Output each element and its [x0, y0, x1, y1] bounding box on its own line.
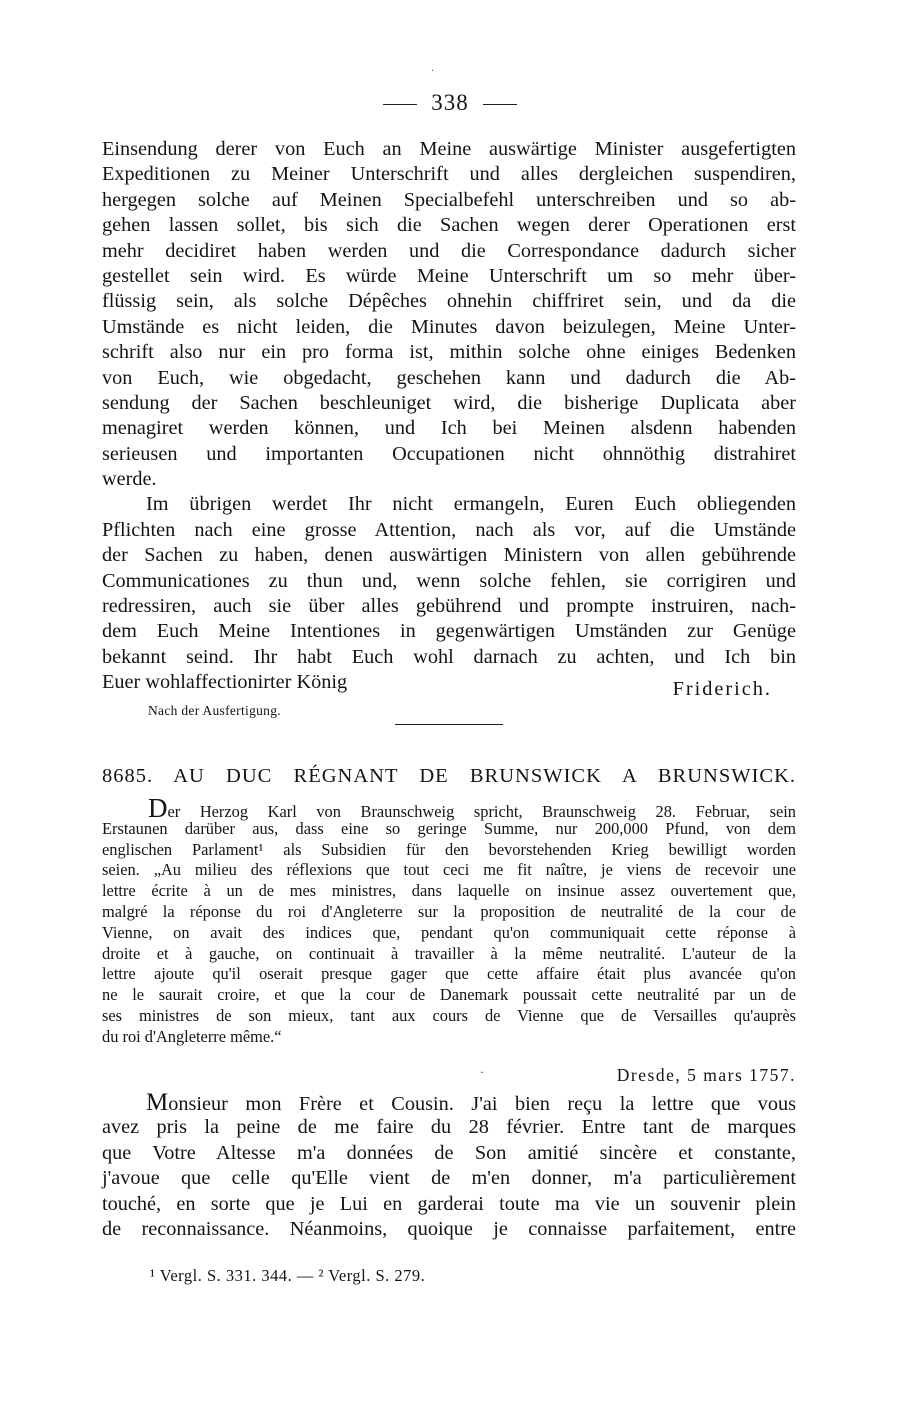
page-number-dash-right — [483, 104, 517, 105]
text-line: menagiret werden können, und Ich bei Meinen alsdenn habenden — [102, 417, 796, 440]
summary-line — [102, 793, 796, 823]
text-line: serieusen und importanten Occupationen nicht ohnnöthig distrahiret — [102, 442, 796, 465]
text-line: schrift also nur ein pro forma ist, mithin solche ohne einiges Bedenken — [102, 341, 796, 364]
body-line-text: onsieur mon Frère et Cousin. J'ai bien reçu la lettre que vous — [168, 1093, 796, 1115]
text-line: gestellet sein wird. Es würde Meine Unterschrift um so mehr über- — [102, 264, 796, 287]
text-line: que Votre Altesse m'a données de Son amitié sincère et constante, — [102, 1141, 796, 1164]
dateline: · Dresde, 5 mars 1757. — [480, 1065, 796, 1085]
letter-2-heading: 8685. AU DUC RÉGNANT DE BRUNSWICK A BRUNSWICK. — [102, 765, 796, 787]
text-line: werde. — [102, 468, 157, 491]
text-line: der Sachen zu haben, denen auswärtigen Ministern von allen gebührende — [102, 544, 796, 567]
text-line: Im übrigen werdet Ihr nicht ermangeln, Euren Euch obliegenden — [146, 493, 796, 516]
text-line: Einsendung derer von Euch an Meine auswärtige Minister ausgefertigten — [102, 138, 796, 160]
page-number-dash-left — [383, 104, 417, 105]
text-line: von Euch, wie obgedacht, geschehen kann und dadurch die Ab- — [102, 366, 796, 389]
summary-line: du roi d'Angleterre même.“ — [102, 1026, 282, 1046]
text-line: Pflichten nach eine grosse Attention, nach als vor, auf die Umstände — [102, 518, 796, 541]
closing-line: Euer wohlaffectionirter König — [102, 671, 348, 694]
summary-line: Erstaunen darüber aus, dass eine so geringe Summe, nur 200,000 Pfund, von dem — [102, 818, 796, 838]
text-line: dem Euch Meine Intentiones in gegenwärtigen Umständen zur Genüge — [102, 620, 796, 643]
summary-line: lettre ajoute qu'il oserait presque gager que cette affaire était plus avancée qu'on — [102, 964, 796, 984]
section-divider — [395, 724, 503, 725]
text-line: avez pris la peine de me faire du 28 février. Entre tant de marques — [102, 1116, 796, 1139]
source-note: Nach der Ausfertigung. — [148, 703, 281, 718]
text-line: de reconnaissance. Néanmoins, quoique je connaisse parfaitement, entre — [102, 1217, 796, 1240]
text-line: redressiren, auch sie über alles gebührend und prompte instruiren, nach- — [102, 595, 796, 618]
summary-line: seien. „Au milieu des réflexions que tout ceci me fit naître, je viens de recevoir une — [102, 860, 796, 880]
text-line: Umstände es nicht leiden, die Minutes davon beizulegen, Meine Unter- — [102, 315, 796, 338]
text-line: Communicationes zu thun und, wenn solche fehlen, sie corrigiren und — [102, 569, 796, 592]
closing-row — [102, 670, 796, 701]
summary-line: ne le saurait croire, et que la cour de Danemark poussait cette neutralité par un de — [102, 985, 796, 1005]
letter-1-body — [102, 137, 796, 701]
text-line: j'avoue que celle qu'Elle vient de m'en donner, m'a particulièrement — [102, 1167, 796, 1190]
letter-2-body — [102, 1090, 796, 1242]
summary-line: lettre écrite à un de mes ministres, dans laquelle on insinue assez ouvertement que, — [102, 881, 796, 901]
text-line — [102, 1090, 796, 1115]
summary-line: malgré la réponse du roi d'Angleterre sur la proposition de neutralité de la cour de — [102, 901, 796, 921]
summary-line: ses ministres de son mieux, tant aux cours de Vienne que de Versailles qu'auprès — [102, 1005, 796, 1025]
text-line: sendung der Sachen beschleuniget wird, die bisherige Duplicata aber — [102, 391, 796, 414]
text-line: hergegen solche auf Meinen Specialbefehl unterschreiben und so ab- — [102, 188, 796, 211]
page-mark: · — [431, 66, 435, 77]
text-line: touché, en sorte que je Lui en garderai toute ma vie un souvenir plein — [102, 1192, 796, 1215]
signature: Friderich. — [672, 678, 772, 701]
letter-2-summary — [102, 793, 796, 1048]
dateline-dot: · — [480, 1065, 486, 1079]
summary-line: Vienne, on avait des indices que, pendant qu'on communiquait cette réponse à — [102, 922, 796, 942]
text-line: Expeditionen zu Meiner Unterschrift und alles dergleichen suspendiren, — [102, 163, 796, 186]
text-line: flüssig sein, als solche Dépêches ohnehin chiffriret sein, und da die — [102, 290, 796, 313]
summary-line-text: er Herzog Karl von Braunschweig spricht, Braunschweig 28. Februar, sein — [167, 802, 796, 821]
summary-line: englischen Parlament¹ als Subsidien für den bevorstehenden Krieg bewilligt worden — [102, 839, 796, 859]
footnote: ¹ Vergl. S. 331. 344. — ² Vergl. S. 279. — [150, 1266, 426, 1285]
summary-line: droite et à gauche, on continuait à travailler à la même neutralité. L'auteur de la — [102, 943, 796, 963]
summary-initial: D — [148, 793, 168, 823]
text-line: mehr decidiret haben werden und die Correspondance dadurch sicher — [102, 239, 796, 262]
text-line: gehen lassen sollet, bis sich die Sachen wegen derer Operationen erst — [102, 214, 796, 237]
body-initial: M — [146, 1089, 169, 1116]
text-line: bekannt seind. Ihr habt Euch wohl darnach zu achten, und Ich bin — [102, 645, 796, 668]
page-number: 338 — [0, 90, 900, 116]
